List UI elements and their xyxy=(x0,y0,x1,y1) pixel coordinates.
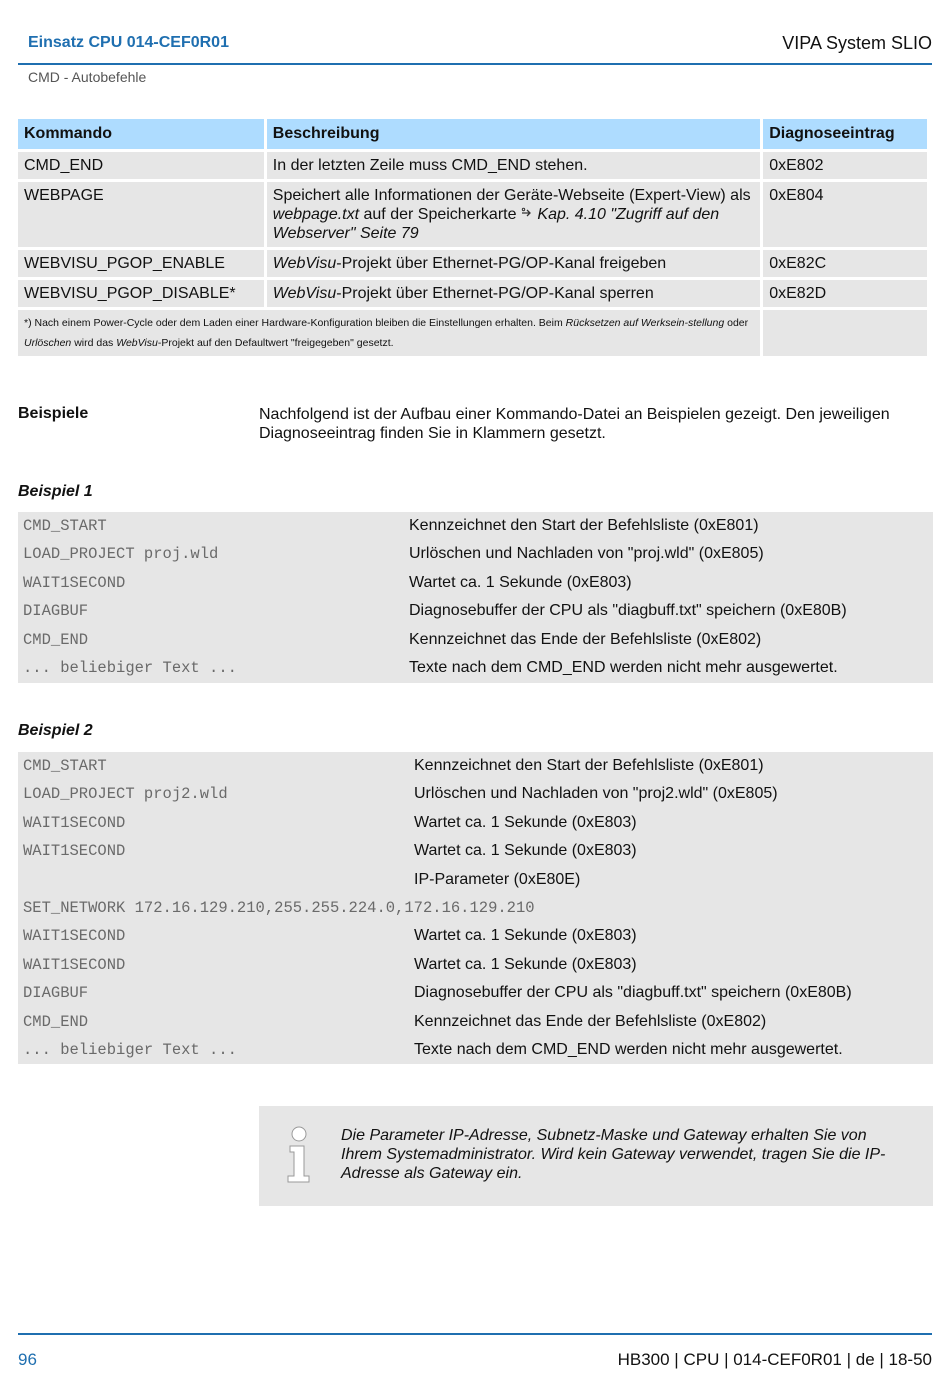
code-description: Texte nach dem CMD_END werden nicht mehr ausgewertet. xyxy=(409,658,838,676)
info-box xyxy=(259,1106,933,1206)
code-description: Wartet ca. 1 Sekunde (0xE803) xyxy=(414,927,637,945)
example1-code-block xyxy=(18,512,933,683)
webvisu-term: WebVisu xyxy=(272,255,337,272)
footnote-emphasis: Rücksetzen auf Werksein-stellung xyxy=(565,317,725,329)
code-line xyxy=(18,866,933,894)
file-name: webpage.txt xyxy=(272,206,360,223)
code-line xyxy=(18,780,933,808)
footnote-text: wird das xyxy=(71,337,117,349)
code-line xyxy=(18,1008,933,1036)
command-table xyxy=(15,116,930,359)
command-cell: WEBVISU_PGOP_ENABLE xyxy=(18,250,264,277)
example1-title: Beispiel 1 xyxy=(18,483,93,500)
link-arrow-icon xyxy=(521,205,533,217)
code-line xyxy=(18,837,933,865)
footnote-emphasis: Urlöschen xyxy=(24,337,72,349)
info-text: Die Parameter IP-Adresse, Subnetz-Maske und Gateway erhalten Sie von Ihrem Systemadministrator. Wird kein Gateway verwendet, tragen Sie die IP-Adresse als Gateway ein. xyxy=(341,1127,886,1182)
code-line xyxy=(18,951,933,979)
code-line xyxy=(18,979,933,1007)
code-description: Texte nach dem CMD_END werden nicht mehr ausgewertet. xyxy=(414,1040,843,1058)
document-id: HB300 | CPU | 014-CEF0R01 | de | 18-50 xyxy=(617,1350,932,1369)
code-description: Kennzeichnet den Start der Befehlsliste (0xE801) xyxy=(409,517,759,534)
code-line xyxy=(18,894,933,922)
footnote-text: -Projekt auf den Defaultwert "freigegeben" gesetzt. xyxy=(157,337,394,349)
code-description: Urlöschen und Nachladen von "proj2.wld" (0xE805) xyxy=(414,785,778,803)
code-command: CMD_START xyxy=(23,757,107,775)
code-description: Wartet ca. 1 Sekunde (0xE803) xyxy=(414,955,637,973)
diagnosis-cell: 0xE802 xyxy=(763,152,927,179)
product-title: VIPA System SLIO xyxy=(782,33,932,53)
example2-title: Beispiel 2 xyxy=(18,722,93,739)
description-text: -Projekt über Ethernet-PG/OP-Kanal freigeben xyxy=(336,255,667,272)
footnote-text: *) Nach einem Power-Cycle oder dem Laden einer Hardware-Konfiguration bleiben die Einstellungen erhalten. Beim xyxy=(24,317,566,329)
code-command: ... beliebiger Text ... xyxy=(23,658,237,677)
diagnosis-cell: 0xE82D xyxy=(763,280,927,307)
description-cell: In der letzten Zeile muss CMD_END stehen. xyxy=(267,152,760,179)
code-command: CMD_START xyxy=(23,517,107,535)
code-description: Kennzeichnet den Start der Befehlsliste (0xE801) xyxy=(414,757,764,774)
code-line xyxy=(18,540,933,568)
code-command: CMD_END xyxy=(23,1012,89,1031)
description-text: Speichert alle Informationen der Geräte-Webseite (Expert-View) als xyxy=(272,187,751,204)
description-text: -Projekt über Ethernet-PG/OP-Kanal sperren xyxy=(336,285,654,302)
code-command: WAIT1SECOND xyxy=(23,955,126,974)
code-command: LOAD_PROJECT proj.wld xyxy=(23,545,219,564)
footer-divider xyxy=(18,1333,932,1335)
code-command: WAIT1SECOND xyxy=(23,573,126,592)
table-row xyxy=(18,250,927,277)
code-command: DIAGBUF xyxy=(23,602,89,621)
column-header-beschreibung: Beschreibung xyxy=(267,119,760,149)
code-line xyxy=(18,654,933,682)
section-title: CMD - Autobefehle xyxy=(28,69,147,85)
diagnosis-cell: 0xE82C xyxy=(763,250,927,277)
diagnosis-cell: 0xE804 xyxy=(763,182,927,247)
description-cell xyxy=(267,250,760,277)
table-row xyxy=(18,280,927,307)
code-line xyxy=(18,922,933,950)
code-command: DIAGBUF xyxy=(23,984,89,1003)
code-description: IP-Parameter (0xE80E) xyxy=(414,870,581,888)
header-divider xyxy=(18,63,932,65)
code-description: Urlöschen und Nachladen von "proj.wld" (0xE805) xyxy=(409,545,764,563)
code-line xyxy=(18,569,933,597)
code-command: SET_NETWORK 172.16.129.210,255.255.224.0,172.16.129.210 xyxy=(23,898,535,917)
description-text: auf der Speicherkarte xyxy=(359,206,521,223)
code-line xyxy=(18,752,933,780)
table-header-row xyxy=(18,119,927,149)
command-cell: WEBPAGE xyxy=(18,182,264,247)
code-line xyxy=(18,809,933,837)
column-header-diagnose: Diagnoseeintrag xyxy=(763,119,927,149)
page-number: 96 xyxy=(18,1350,37,1369)
table-row xyxy=(18,182,927,247)
table-row xyxy=(18,152,927,179)
code-command: WAIT1SECOND xyxy=(23,927,126,946)
code-description: Wartet ca. 1 Sekunde (0xE803) xyxy=(414,842,637,860)
footnote-text: oder xyxy=(724,317,749,329)
table-footnote xyxy=(18,310,760,356)
code-description: Wartet ca. 1 Sekunde (0xE803) xyxy=(409,573,632,591)
code-description: Wartet ca. 1 Sekunde (0xE803) xyxy=(414,813,637,831)
description-cell xyxy=(267,280,760,307)
empty-cell xyxy=(763,310,927,356)
code-description: Kennzeichnet das Ende der Befehlsliste (0xE802) xyxy=(414,1012,767,1030)
code-command: WAIT1SECOND xyxy=(23,842,126,861)
cross-reference-link[interactable]: Kap. 4.10 "Zugriff auf den Webserver" Seite 79 xyxy=(272,206,720,242)
code-line xyxy=(18,512,933,540)
beispiele-heading: Beispiele xyxy=(18,405,89,422)
code-command: LOAD_PROJECT proj2.wld xyxy=(23,785,228,804)
chapter-title: Einsatz CPU 014-CEF0R01 xyxy=(28,34,229,51)
webvisu-term: WebVisu xyxy=(272,285,337,302)
command-cell: CMD_END xyxy=(18,152,264,179)
code-command: WAIT1SECOND xyxy=(23,813,126,832)
example2-code-block xyxy=(18,752,933,1064)
column-header-kommando: Kommando xyxy=(18,119,264,149)
code-description: Kennzeichnet das Ende der Befehlsliste (0xE802) xyxy=(409,630,762,648)
code-line xyxy=(18,626,933,654)
code-line xyxy=(18,597,933,625)
footnote-emphasis: WebVisu xyxy=(116,337,158,349)
code-description: Diagnosebuffer der CPU als "diagbuff.txt" speichern (0xE80B) xyxy=(409,602,847,620)
code-description: Diagnosebuffer der CPU als "diagbuff.txt" speichern (0xE80B) xyxy=(414,984,852,1002)
table-note-row xyxy=(18,310,927,356)
code-command: CMD_END xyxy=(23,630,89,649)
beispiele-paragraph: Nachfolgend ist der Aufbau einer Kommando-Datei an Beispielen gezeigt. Den jeweiligen Diagnoseeintrag finden Sie in Klammern gesetzt. xyxy=(259,406,890,442)
code-line xyxy=(18,1036,933,1064)
code-command: ... beliebiger Text ... xyxy=(23,1040,237,1059)
command-cell: WEBVISU_PGOP_DISABLE* xyxy=(18,280,264,307)
description-cell xyxy=(267,182,760,247)
info-icon xyxy=(285,1126,315,1184)
